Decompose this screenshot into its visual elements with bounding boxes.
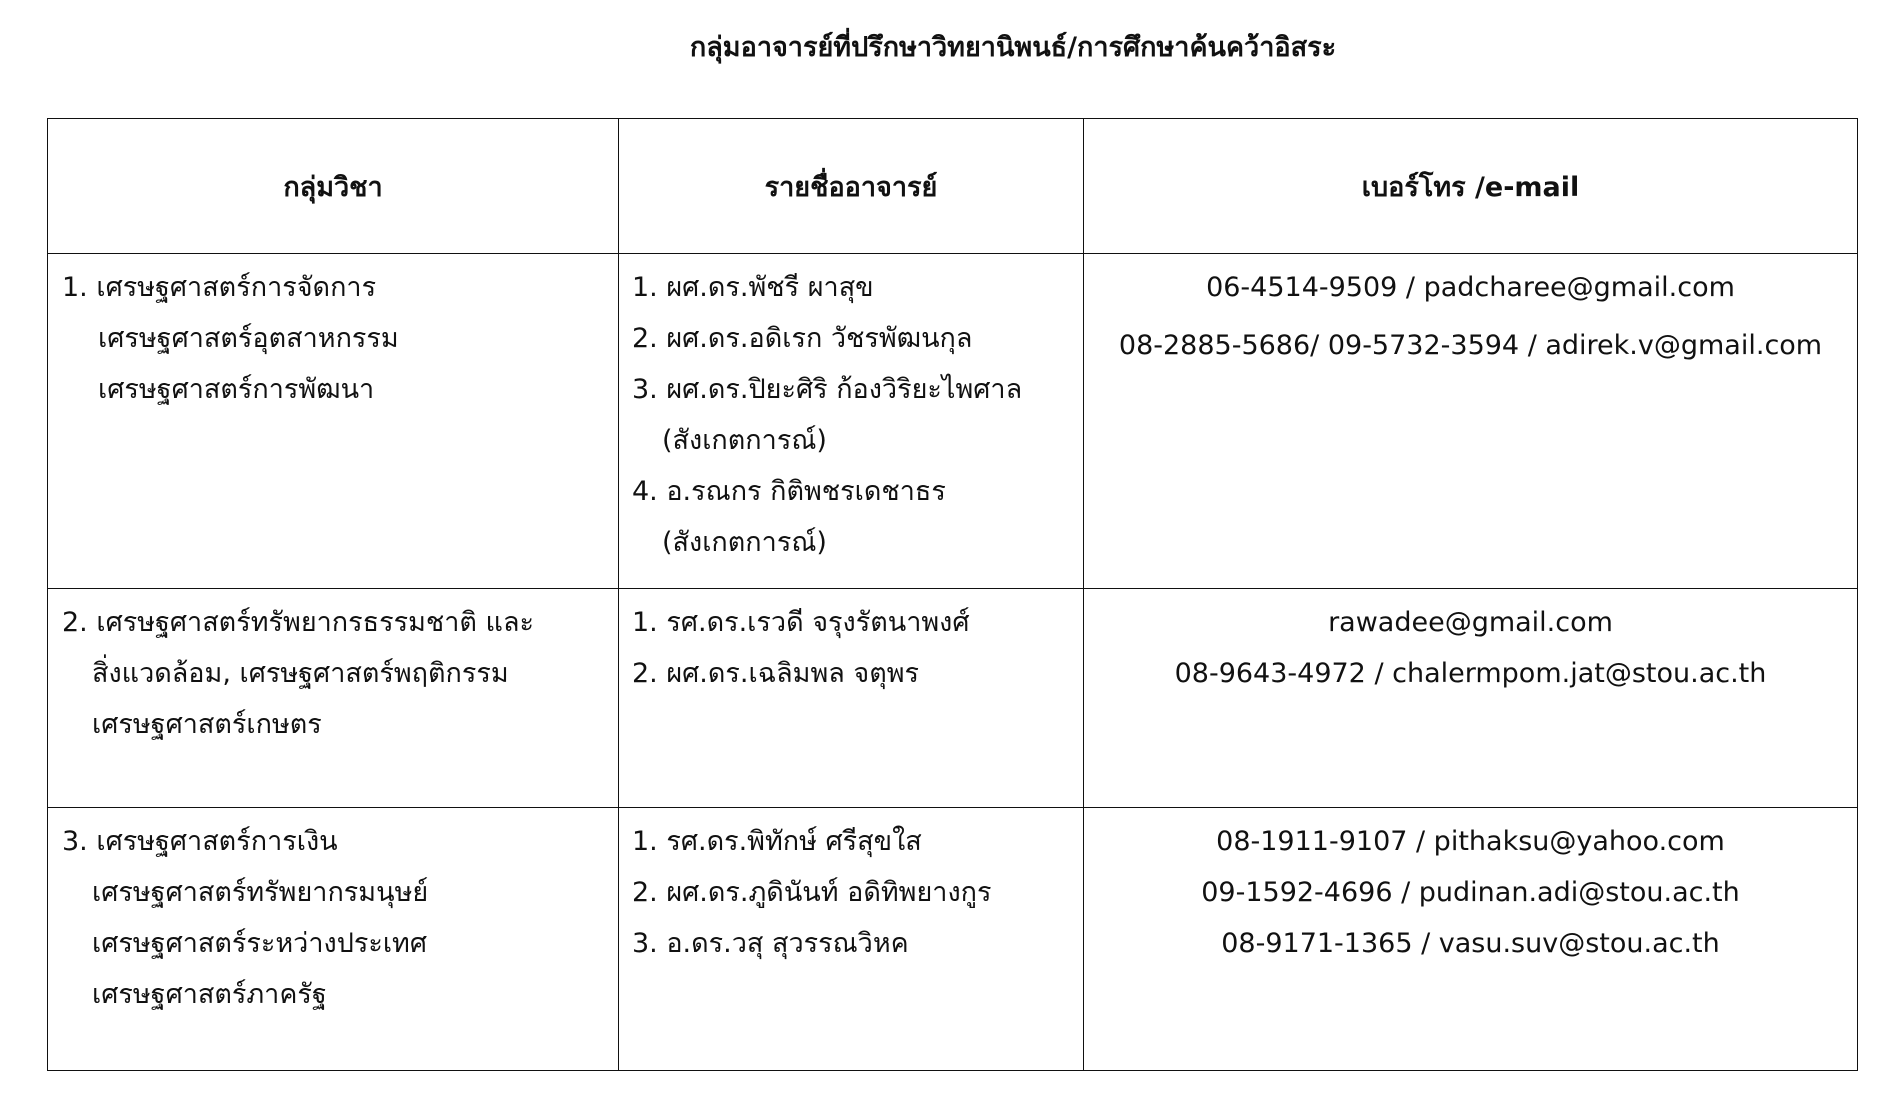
subject-group-item: เศรษฐศาสตร์ระหว่างประเทศ [92,928,427,959]
subject-group-item: 2. เศรษฐศาสตร์ทรัพยากรธรรมชาติ และ [62,607,534,638]
table-row [48,254,1858,589]
subject-group-cell [48,254,619,589]
advisor-table [47,118,1858,1071]
advisor-name: 2. ผศ.ดร.เฉลิมพล จตุพร [632,658,920,689]
table-header-row [48,119,1858,254]
advisor-names-cell [619,808,1084,1071]
header-subject-group: กลุ่มวิชา [48,119,619,254]
subject-group-cell [48,589,619,808]
contact-line: 08-2885-5686/ 09-5732-3594 / adirek.v@gmail.com [1118,330,1823,361]
contact-line: 08-1911-9107 / pithaksu@yahoo.com [1216,826,1725,857]
contact-line: 08-9643-4972 / chalermpom.jat@stou.ac.th [1174,658,1767,689]
contact-cell [1084,254,1858,589]
header-advisor-names: รายชื่ออาจารย์ [619,119,1084,254]
table-row [48,808,1858,1071]
advisor-name: 1. ผศ.ดร.พัชรี ผาสุข [632,272,874,303]
header-contact: เบอร์โทร /e-mail [1084,119,1858,254]
advisor-name: 2. ผศ.ดร.อดิเรก วัชรพัฒนกุล [632,323,973,354]
page-title: กลุ่มอาจารย์ที่ปรึกษาวิทยานิพนธ์/การศึกษาค้นคว้าอิสระ [689,32,1337,63]
advisor-note: (สังเกตการณ์) [662,527,827,558]
subject-group-item: สิ่งแวดล้อม, เศรษฐศาสตร์พฤติกรรม [92,658,509,689]
contact-line: 08-9171-1365 / vasu.suv@stou.ac.th [1221,928,1720,959]
subject-group-item: 3. เศรษฐศาสตร์การเงิน [62,826,338,857]
advisor-name: 1. รศ.ดร.เรวดี จรุงรัตนาพงศ์ [632,607,970,638]
advisor-name: 3. ผศ.ดร.ปิยะศิริ ก้องวิริยะไพศาล [632,374,1023,405]
subject-group-item: เศรษฐศาสตร์เกษตร [92,709,322,740]
subject-group-item: เศรษฐศาสตร์ทรัพยากรมนุษย์ [92,877,429,908]
advisor-names-cell [619,589,1084,808]
advisor-name: 1. รศ.ดร.พิทักษ์ ศรีสุขใส [632,826,922,857]
contact-line: 06-4514-9509 / padcharee@gmail.com [1206,272,1735,303]
contact-line: rawadee@gmail.com [1328,607,1613,638]
contact-cell [1084,808,1858,1071]
advisor-name: 3. อ.ดร.วสุ สุวรรณวิหค [632,928,909,959]
subject-group-cell [48,808,619,1071]
advisor-note: (สังเกตการณ์) [662,425,827,456]
table-row [48,589,1858,808]
subject-group-item: 1. เศรษฐศาสตร์การจัดการ [62,272,377,303]
subject-group-item: เศรษฐศาสตร์ภาครัฐ [92,979,327,1010]
advisor-name: 2. ผศ.ดร.ภูดินันท์ อดิทิพยางกูร [632,877,992,908]
subject-group-item: เศรษฐศาสตร์การพัฒนา [98,374,375,405]
contact-line: 09-1592-4696 / pudinan.adi@stou.ac.th [1201,877,1740,908]
advisor-names-cell [619,254,1084,589]
advisor-name: 4. อ.รณกร กิติพชรเดชาธร [632,476,946,507]
subject-group-item: เศรษฐศาสตร์อุตสาหกรรม [98,323,399,354]
contact-cell [1084,589,1858,808]
